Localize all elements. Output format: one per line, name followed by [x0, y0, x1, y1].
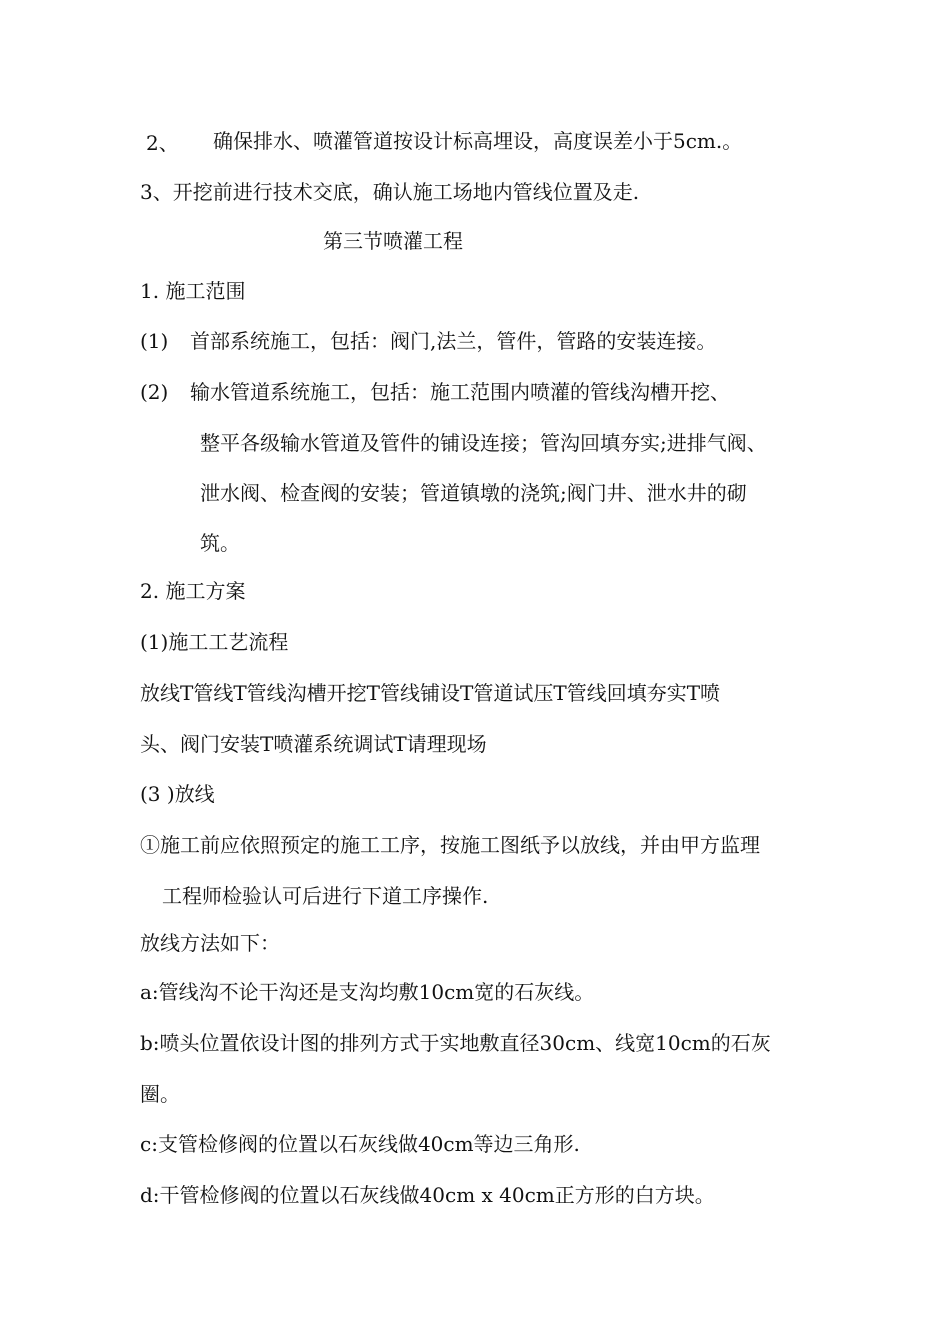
- paragraph-line: 放线T管线T管线沟槽开挖T管线铺设T管道试压T管线回填夯实T喷: [140, 681, 721, 705]
- paragraph-line: 泄水阀、检查阀的安装；管道镇墩的浇筑;阀门井、泄水井的砌: [200, 481, 747, 505]
- paragraph-line: 放线方法如下：: [140, 931, 280, 955]
- paragraph-line: 输水管道系统施工，包括：施工范围内喷灌的管线沟槽开挖、: [190, 380, 730, 404]
- paragraph-line: ①施工前应依照预定的施工工序，按施工图纸予以放线，并由甲方监理: [140, 833, 760, 857]
- paragraph-line: 首部系统施工，包括：阀门,法兰，管件，管路的安装连接。: [190, 329, 717, 353]
- paragraph-line: b:喷头位置依设计图的排列方式于实地敷直径30cm、线宽10cm的石灰: [140, 1031, 771, 1055]
- paragraph-line: c:支管检修阀的位置以石灰线做40cm等边三角形.: [140, 1132, 580, 1156]
- list-number-2b: (2): [140, 380, 169, 404]
- subheading-process-flow: (1)施工工艺流程: [140, 630, 289, 654]
- section-title: 第三节喷灌工程: [323, 229, 463, 253]
- paragraph-line: 头、阀门安装T喷灌系统调试T请理现场: [140, 732, 487, 756]
- list-number-1: (1): [140, 329, 169, 353]
- paragraph-line: 筑。: [200, 531, 240, 555]
- paragraph-line: 整平各级输水管道及管件的铺设连接；管沟回填夯实;进排气阀、: [200, 431, 767, 455]
- paragraph-line: d:干管检修阀的位置以石灰线做40cm x 40cm正方形的白方块。: [140, 1183, 715, 1207]
- heading-construction-scope: 1. 施工范围: [140, 279, 246, 303]
- paragraph-line: 确保排水、喷灌管道按设计标高埋设，高度误差小于5cm.。: [213, 129, 743, 153]
- subheading-layout: (3 )放线: [140, 782, 215, 806]
- heading-construction-plan: 2. 施工方案: [140, 579, 246, 603]
- paragraph-line: 圈。: [140, 1082, 180, 1106]
- list-number-2: 2、: [146, 131, 179, 155]
- paragraph-line: 3、开挖前进行技术交底，确认施工场地内管线位置及走.: [140, 180, 640, 204]
- paragraph-line: 工程师检验认可后进行下道工序操作.: [162, 884, 489, 908]
- paragraph-line: a:管线沟不论干沟还是支沟均敷10cm宽的石灰线。: [140, 980, 595, 1004]
